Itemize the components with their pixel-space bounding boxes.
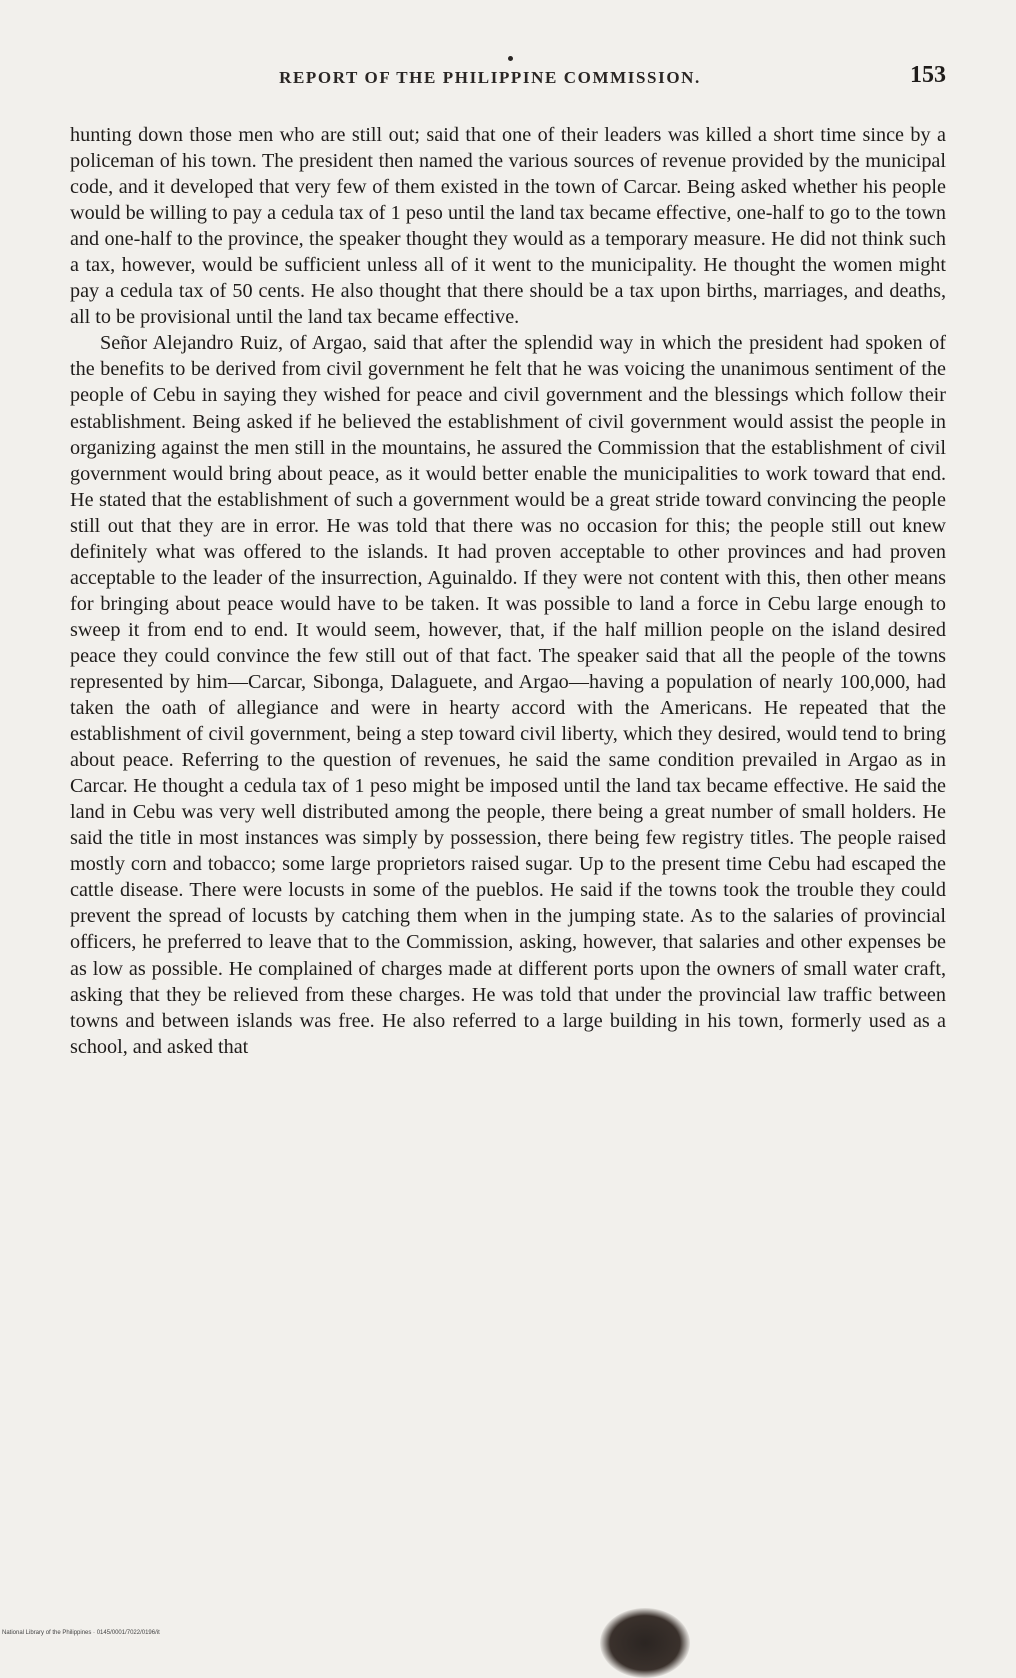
scan-credit: National Library of the Philippines · 0145/0001/7022/0196/it xyxy=(2,1630,160,1636)
running-title: REPORT OF THE PHILIPPINE COMMISSION. xyxy=(279,68,701,87)
paragraph-ruiz-testimony: Señor Alejandro Ruiz, of Argao, said that after the splendid way in which the president had spoken of the benefits to be derived from civil government he felt that he was voicing the unanimous sentiment of the people of Cebu in saying they wished for peace and civil government and the blessings which follow their establishment. Being asked if he believed the establishment of civil government would assist the people in organizing against the men still in the mountains, he assured the Commission that the establishment of civil government would bring about peace, as it would better enable the municipalities to work toward that end. He stated that the establishment of such a government would be a great stride toward convincing the people still out that they are in error. He was told that there was no occasion for this; the people still out knew definitely what was offered to the islands. It had proven acceptable to other provinces and had proven acceptable to the leader of the insurrection, Aguinaldo. If they were not content with this, then other means for bringing about peace would have to be taken. It was possible to land a force in Cebu large enough to sweep it from end to end. It would seem, however, that, if the half million people on the island desired peace they could convince the few still out of that fact. The speaker said that all the people of the towns represented by him—Carcar, Sibonga, Dalaguete, and Argao—having a population of nearly 100,000, had taken the oath of allegiance and were in hearty accord with the Americans. He repeated that the establishment of civil government, being a step toward civil liberty, which they desired, would tend to bring about peace. Referring to the question of revenues, he said the same condition prevailed in Argao as in Carcar. He thought a cedula tax of 1 peso might be imposed until the land tax became effective. He said the land in Cebu was very well distributed among the people, there being a great number of small holders. He said the title in most instances was simply by possession, there being few registry titles. The people raised mostly corn and tobacco; some large proprietors raised sugar. Up to the present time Cebu had escaped the cattle disease. There were locusts in some of the pueblos. He said if the towns took the trouble they could prevent the spread of locusts by catching them when in the jumping state. As to the salaries of provincial officers, he preferred to leave that to the Commission, asking, however, that salaries and other expenses be as low as possible. He complained of charges made at different ports upon the owners of small water craft, asking that they be relieved from these charges. He was told that under the provincial law traffic between towns and between islands was free. He also referred to a large building in his town, formerly used as a school, and asked that xyxy=(70,332,946,1058)
header-dot xyxy=(508,56,513,61)
page-header xyxy=(70,62,946,96)
page-number: 153 xyxy=(910,62,946,88)
body-text xyxy=(70,122,946,1060)
scan-thumb-smudge xyxy=(600,1608,690,1678)
paragraph-continued: hunting down those men who are still out; said that one of their leaders was killed a short time since by a policeman of his town. The president then named the various sources of revenue provided by the municipal code, and it developed that very few of them existed in the town of Carcar. Being asked whether his people would be willing to pay a cedula tax of 1 peso until the land tax became effective, one-half to go to the town and one-half to the province, the speaker thought they would as a temporary measure. He did not think such a tax, however, would be sufficient unless all of it went to the municipality. He thought the women might pay a cedula tax of 50 cents. He also thought that there should be a tax upon births, marriages, and deaths, all to be provisional until the land tax became effective. xyxy=(70,124,946,329)
